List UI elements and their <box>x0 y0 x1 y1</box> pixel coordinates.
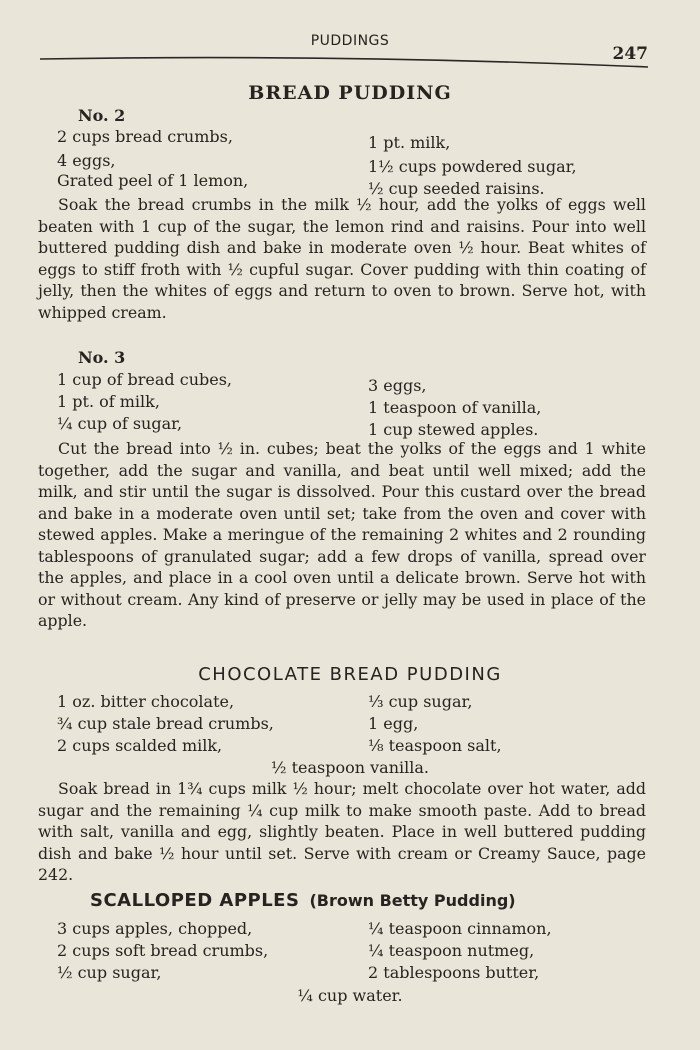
variant-label-no3: No. 3 <box>78 348 126 367</box>
page-number: 247 <box>612 44 648 64</box>
ingredient: 1 egg, <box>368 714 419 733</box>
recipe-title: SCALLOPED APPLES <box>90 890 300 911</box>
directions-no2 <box>38 194 646 323</box>
directions-no3 <box>38 438 646 632</box>
ingredient: 1½ cups powdered sugar, <box>368 157 577 176</box>
ingredient: 3 eggs, <box>368 376 427 395</box>
variant-label-no2: No. 2 <box>78 106 126 125</box>
ingredient: ¼ teaspoon nutmeg, <box>368 941 535 960</box>
ingredient: ¼ cup of sugar, <box>57 414 183 433</box>
ingredient: Grated peel of 1 lemon, <box>57 171 249 190</box>
ingredient: 1 cup stewed apples. <box>368 420 539 439</box>
ingredient: ½ teaspoon vanilla. <box>271 758 429 777</box>
ingredient: 1 pt. of milk, <box>57 392 160 411</box>
running-head: PUDDINGS <box>310 33 390 49</box>
ingredient: ⅛ teaspoon salt, <box>368 736 502 755</box>
ingredient: 2 cups scalded milk, <box>57 736 223 755</box>
recipe-subtitle: (Brown Betty Pudding) <box>309 891 516 910</box>
ingredient: 2 cups soft bread crumbs, <box>57 941 269 960</box>
directions-text: Cut the bread into ½ in. cubes; beat the yolks of the eggs and 1 white together, add the sugar and vanilla, and beat until well mixed; add the milk, and stir until the sugar is dissolved. Pour this custard over the bread and bake in a moderate oven until set; take from the oven and cover with stewed apples. Make a meringue of the remaining 2 whites and 2 rounding tablespoons of granulated sugar; add a few drops of vanilla, spread over the apples, and place in a cool oven until a delicate brown. Serve hot with or without cream. Any kind of preserve or jelly may be used in place of the apple. <box>38 439 646 630</box>
directions-chocolate <box>38 778 646 886</box>
ingredient: ¼ cup water. <box>297 986 403 1005</box>
directions-text: Soak bread in 1¾ cups milk ½ hour; melt chocolate over hot water, add sugar and the remaining ¼ cup milk to make smooth paste. Add to bread with salt, vanilla and egg, slightly beaten. Place in well buttered pudding dish and bake ½ hour until set. Serve with cream or Creamy Sauce, page 242. <box>38 779 646 884</box>
ingredient: ¾ cup stale bread crumbs, <box>57 714 274 733</box>
header-rule <box>40 55 648 58</box>
recipe-title-bread-pudding: BREAD PUDDING <box>248 82 452 104</box>
ingredient: ¼ teaspoon cinnamon, <box>368 919 552 938</box>
ingredient: 1 pt. milk, <box>368 133 451 152</box>
directions-text: Soak the bread crumbs in the milk ½ hour, add the yolks of eggs well beaten with 1 cup of the sugar, the lemon rind and raisins. Pour into well buttered pudding dish and bake in moderate oven ½ hour. Beat whites of eggs to stiff froth with ½ cupful sugar. Cover pudding with thin coating of jelly, then the whites of eggs and return to oven to brown. Serve hot, with whipped cream. <box>38 195 646 322</box>
ingredient: 2 tablespoons butter, <box>368 963 540 982</box>
ingredient: 4 eggs, <box>57 151 116 170</box>
ingredient: ½ cup seeded raisins. <box>368 179 545 198</box>
recipe-title-chocolate-bread-pudding: CHOCOLATE BREAD PUDDING <box>198 664 502 685</box>
ingredient: ⅓ cup sugar, <box>368 692 473 711</box>
ingredient: 1 oz. bitter chocolate, <box>57 692 235 711</box>
recipe-title-scalloped-apples <box>90 890 516 911</box>
ingredient: 3 cups apples, chopped, <box>57 919 253 938</box>
ingredient: ½ cup sugar, <box>57 963 162 982</box>
ingredient: 1 teaspoon of vanilla, <box>368 398 542 417</box>
ingredient: 1 cup of bread cubes, <box>57 370 232 389</box>
ingredient: 2 cups bread crumbs, <box>57 127 233 146</box>
